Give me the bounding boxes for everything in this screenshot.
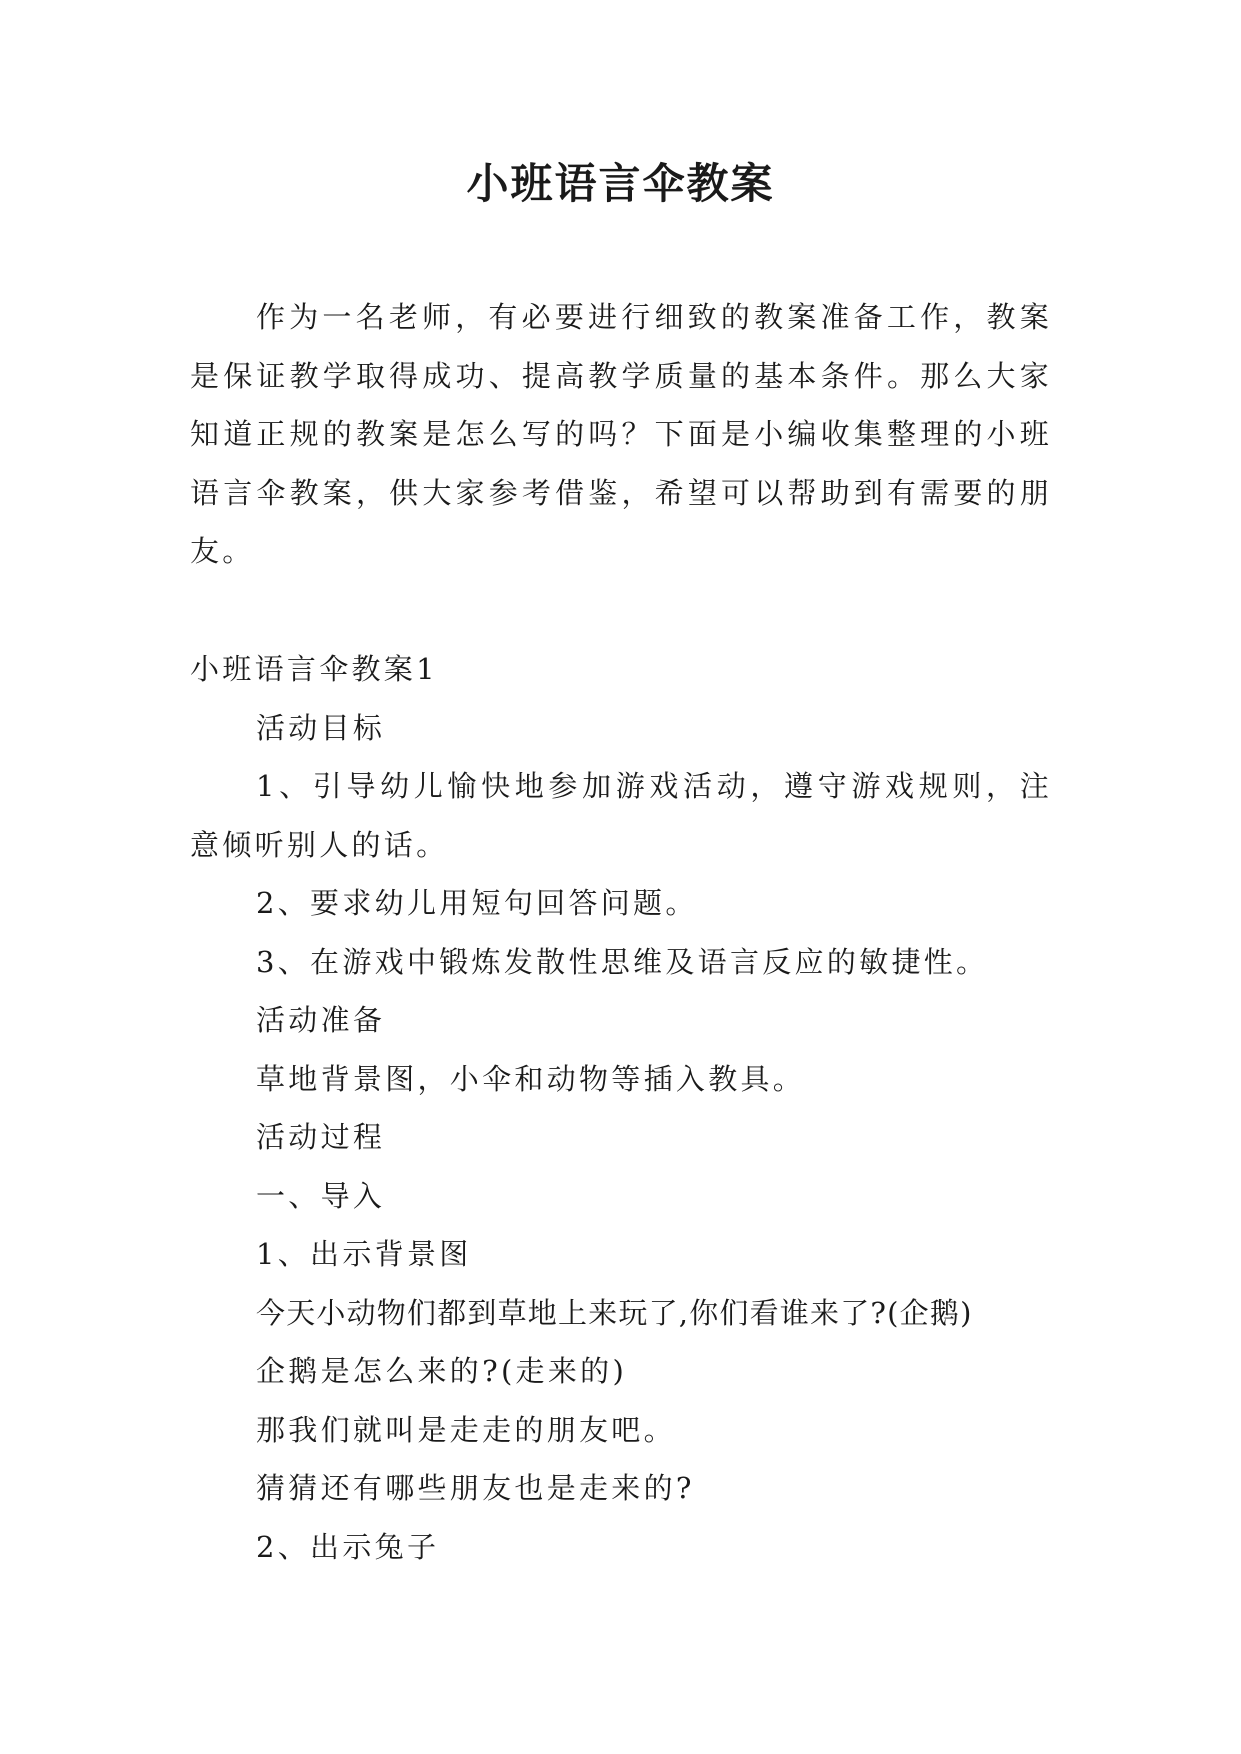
dialogue-line-3: 那我们就叫是走走的朋友吧。 (256, 1412, 676, 1447)
goals-heading: 活动目标 (256, 710, 386, 745)
intro-paragraph: 作为一名老师，有必要进行细致的教案准备工作，教案是保证教学取得成功、提高教学质量的基本条件。那么大家知道正规的教案是怎么写的吗？下面是小编收集整理的小班语言伞教案，供大家参考借鉴，希望可以帮助到有需要的朋友。 (190, 300, 1052, 568)
document-title: 小班语言伞教案 (466, 159, 775, 208)
section-heading: 小班语言伞教案1 (190, 652, 438, 686)
dialogue-line-4: 猜猜还有哪些朋友也是走来的? (256, 1471, 695, 1505)
process-heading: 活动过程 (256, 1120, 386, 1154)
step-2: 2、出示兔子 (256, 1529, 440, 1564)
prep-heading: 活动准备 (256, 1003, 386, 1037)
goal-item-3: 3、在游戏中锻炼发散性思维及语言反应的敏捷性。 (256, 944, 989, 979)
step-1: 1、出示背景图 (256, 1237, 472, 1271)
lesson-body (190, 640, 1070, 1576)
goal-item-2: 2、要求幼儿用短句回答问题。 (256, 886, 698, 920)
goal-item-1: 1、引导幼儿愉快地参加游戏活动，遵守游戏规则，注意倾听别人的话。 (190, 769, 1052, 862)
dialogue-line-1: 今天小动物们都到草地上来玩了,你们看谁来了?(企鹅) (256, 1295, 973, 1330)
step-intro: 一、导入 (256, 1178, 386, 1213)
dialogue-line-2: 企鹅是怎么来的?(走来的) (256, 1354, 628, 1388)
prep-text: 草地背景图，小伞和动物等插入教具。 (256, 1061, 806, 1096)
